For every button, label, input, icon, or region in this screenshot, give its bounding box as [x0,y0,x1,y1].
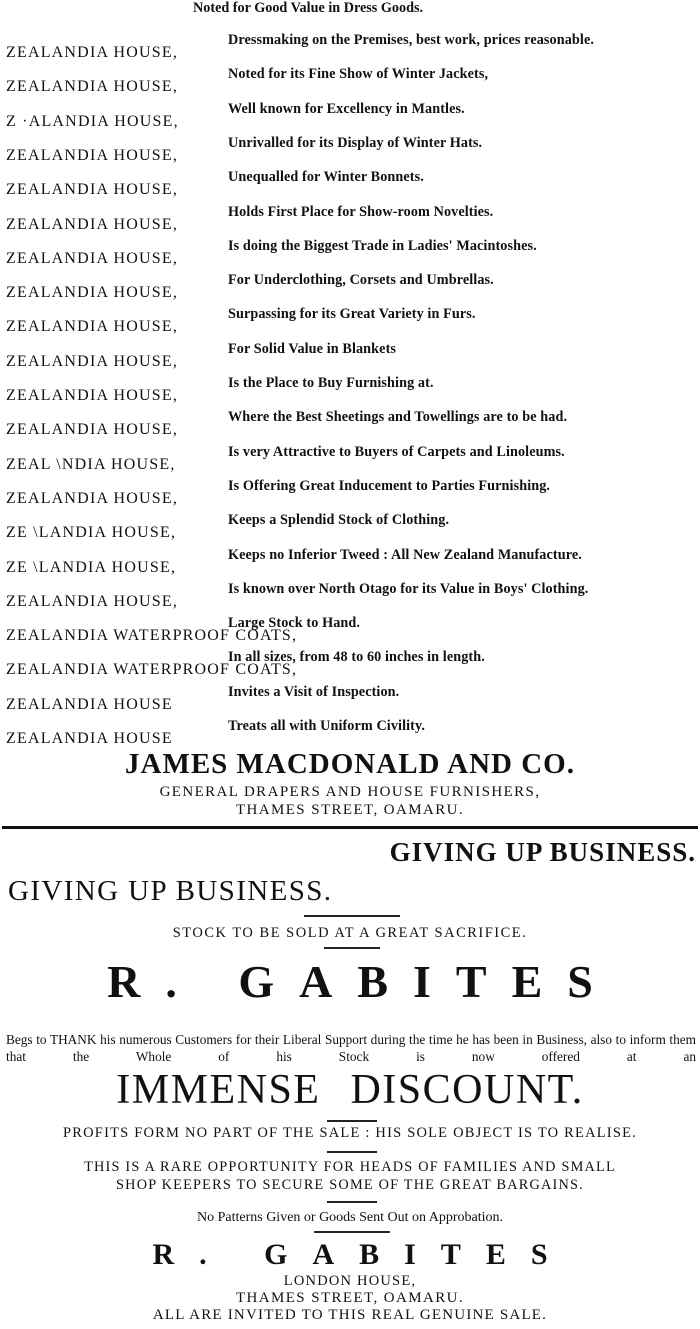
shopkeepers-line: SHOP KEEPERS TO SECURE SOME OF THE GREAT BARGAINS. [116,1177,584,1193]
profits-line: PROFITS FORM NO PART OF THE SALE : HIS SOLE OBJECT IS TO REALISE. [63,1125,637,1141]
zealandia-row-description: Is known over North Otago for its Value in Boys' Clothing. [228,580,589,597]
zealandia-row [6,407,696,441]
divider-rule [327,1201,377,1203]
zealandia-row [6,510,696,544]
thank-you-paragraph: Begs to THANK his numerous Customers for their Liberal Support during the time he has been in Business, also to inform them that the Whole of his Stock is now offered at an [6,1032,696,1064]
zealandia-row-description: Invites a Visit of Inspection. [228,683,400,700]
zealandia-row-description: Keeps a Splendid Stock of Clothing. [228,512,450,529]
patterns-line: No Patterns Given or Goods Sent Out on Approbation. [196,1210,504,1225]
zealandia-row-description: Large Stock to Hand. [228,615,361,632]
zealandia-house-name: ZEALANDIA HOUSE, [6,284,179,302]
zealandia-row-description: Holds First Place for Show-room Novelties. [228,203,494,220]
zealandia-row-description: Unequalled for Winter Bonnets. [228,169,424,186]
zealandia-row-description: Treats all with Uniform Civility. [228,718,426,734]
zealandia-row-description: In all sizes, from 48 to 60 inches in length. [228,649,485,666]
zealandia-row [6,716,696,750]
gabites-address: THAMES STREET, OAMARU. [235,1290,465,1306]
zealandia-row [6,545,696,579]
zealandia-row [6,647,696,681]
zealandia-house-name: ZE \LANDIA HOUSE, [6,524,177,542]
zealandia-house-name: ZEALANDIA HOUSE, [6,78,179,96]
zealandia-row [6,99,696,133]
immense-word: IMMENSE [116,1067,321,1113]
divider-rule [314,1231,390,1233]
gabites-name-small: R. GABITES [152,1238,573,1271]
zealandia-row [6,613,696,647]
zealandia-house-name: ZEALANDIA HOUSE, [6,146,179,164]
divider-rule [304,915,400,917]
zealandia-row [6,373,696,407]
zealandia-row [6,476,696,510]
zealandia-row [6,339,696,373]
zealandia-house-name: ZEALANDIA HOUSE, [6,489,179,507]
divider-rule [324,947,380,949]
zealandia-house-name: ZEALANDIA HOUSE, [6,215,179,233]
zealandia-row-description: Is doing the Biggest Trade in Ladies' Macintoshes. [228,237,537,254]
zealandia-row-description: Dressmaking on the Premises, best work, prices reasonable. [228,32,594,48]
zealandia-house-name: ZE \LANDIA HOUSE, [6,558,177,576]
divider-rule [327,1151,377,1153]
zealandia-row-description: Is the Place to Buy Furnishing at. [228,375,434,391]
zealandia-row [6,167,696,201]
zealandia-row-description: Well known for Excellency in Mantles. [228,100,465,117]
stock-sacrifice-line: STOCK TO BE SOLD AT A GREAT SACRIFICE. [172,925,528,941]
invitation-line: ALL ARE INVITED TO THIS REAL GENUINE SALE. [152,1307,548,1323]
zealandia-row-description: For Solid Value in Blankets [228,340,397,357]
zealandia-row [6,682,696,716]
giving-up-heading-right: GIVING UP BUSINESS. [389,837,696,867]
zealandia-row-description: Surpassing for its Great Variety in Furs. [228,306,476,323]
zealandia-row-description: For Underclothing, Corsets and Umbrellas. [228,272,494,289]
zealandia-house-name: ZEALANDIA HOUSE [6,695,173,713]
zealandia-house-name: ZEALANDIA HOUSE, [6,44,179,61]
zealandia-row-description: Is Offering Great Inducement to Parties Furnishing. [228,477,551,494]
zealandia-row-description: Keeps no Inferior Tweed : All New Zealand Manufacture. [228,546,582,563]
column-divider-rule [2,826,698,829]
zealandia-row [6,304,696,338]
zealandia-house-name: ZEALANDIA HOUSE, [6,592,179,610]
london-house: LONDON HOUSE, [283,1273,417,1289]
zealandia-row [6,579,696,613]
zealandia-row-description: Where the Best Sheetings and Towellings are to be had. [228,409,568,426]
zealandia-row-description: Unrivalled for its Display of Winter Hats. [228,134,483,151]
giving-up-heading-left: GIVING UP BUSINESS. [8,875,333,907]
zealandia-first-description: Noted for Good Value in Dress Goods. [193,0,424,16]
divider-rule [327,1120,377,1122]
zealandia-row [6,236,696,270]
zealandia-house-name: ZEALANDIA HOUSE, [6,318,179,336]
zealandia-house-name: ZEALANDIA WATERPROOF COATS, [6,661,298,679]
zealandia-house-name: ZEAL \NDIA HOUSE, [6,455,176,473]
gabites-name-large: R. GABITES [107,956,618,1007]
zealandia-row [6,202,696,236]
zealandia-house-name: ZEALANDIA HOUSE, [6,421,179,439]
zealandia-row [6,133,696,167]
firm-trade: GENERAL DRAPERS AND HOUSE FURNISHERS, [159,784,541,800]
zealandia-row [6,270,696,304]
zealandia-row-description: Is very Attractive to Buyers of Carpets and Linoleums. [228,443,565,460]
zealandia-house-name: ZEALANDIA HOUSE, [6,352,179,370]
firm-name: JAMES MACDONALD AND CO. [125,748,575,780]
immense-discount-heading [0,1066,700,1114]
zealandia-row [6,442,696,476]
zealandia-house-name: ZEALANDIA HOUSE, [6,387,179,404]
firm-address: THAMES STREET, OAMARU. [235,802,465,818]
zealandia-house-name: ZEALANDIA HOUSE, [6,181,179,199]
zealandia-row [6,64,696,98]
rare-opportunity-line: THIS IS A RARE OPPORTUNITY FOR HEADS OF FAMILIES AND SMALL [84,1159,616,1175]
zealandia-house-name: Z ·ALANDIA HOUSE, [6,112,179,130]
discount-word: DISCOUNT. [350,1067,584,1113]
zealandia-house-name: ZEALANDIA HOUSE, [6,249,179,267]
zealandia-row [6,30,696,64]
zealandia-house-name: ZEALANDIA WATERPROOF COATS, [6,627,298,645]
zealandia-house-name: ZEALANDIA HOUSE [6,730,173,747]
zealandia-row-description: Noted for its Fine Show of Winter Jackets, [228,66,489,83]
